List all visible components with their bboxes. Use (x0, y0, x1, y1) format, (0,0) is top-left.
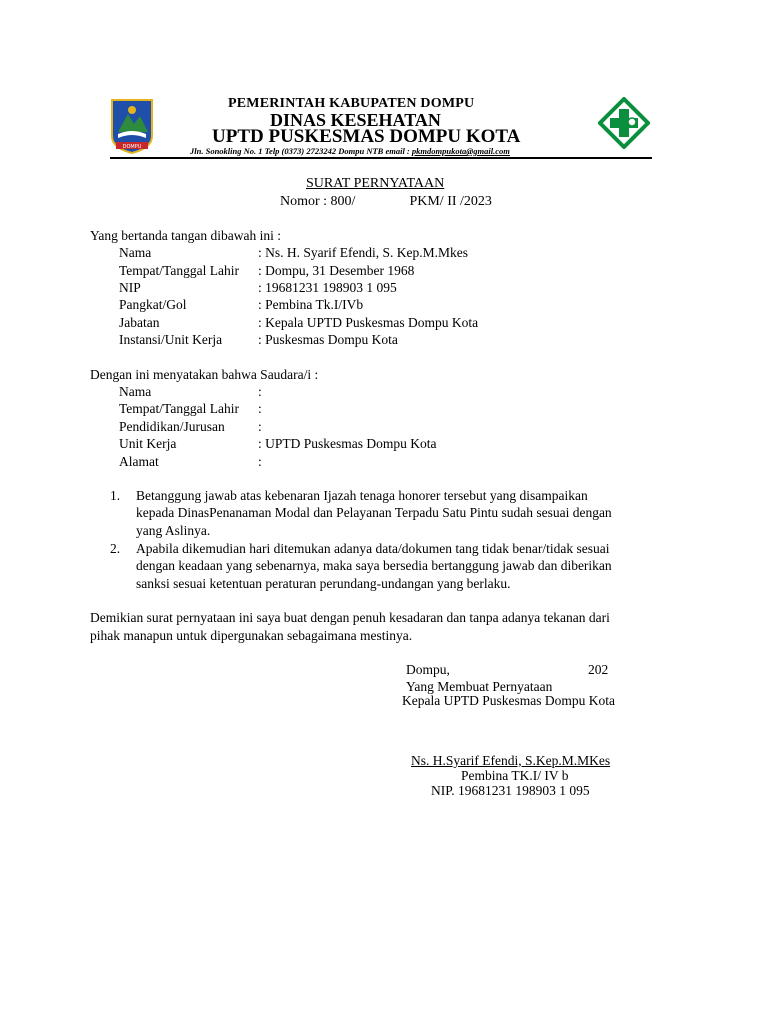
statement-line: sanksi sesuai ketentuan peraturan perundang-undangan yang berlaku. (136, 576, 511, 591)
closing-line: Demikian surat pernyataan ini saya buat dengan penuh kesadaran dan tanpa adanya tekanan dari (90, 610, 610, 625)
signature-year: 202 (588, 662, 609, 677)
subject-value: : (258, 454, 262, 469)
email-link[interactable]: pkmdompukota@gmail.com (411, 146, 510, 156)
letterhead-department: DINAS KESEHATAN (270, 110, 441, 130)
signature-name: Ns. H.Syarif Efendi, S.Kep.M.MKes (411, 753, 611, 768)
signer-value: : Puskesmas Dompu Kota (258, 332, 398, 347)
letterhead-address (190, 146, 510, 156)
signer-value: : Pembina Tk.I/IVb (258, 297, 364, 312)
subject-label: Tempat/Tanggal Lahir (119, 401, 239, 416)
statement-number: 2. (110, 541, 121, 556)
letterhead-unit: UPTD PUSKESMAS DOMPU KOTA (212, 126, 521, 147)
signer-label: Jabatan (119, 315, 160, 330)
signer-label: Nama (119, 245, 152, 260)
closing-line: pihak manapun untuk dipergunakan sebagaimana mestinya. (90, 628, 413, 643)
statement-line: Apabila dikemudian hari ditemukan adanya data/dokumen tang tidak benar/tidak sesuai (136, 541, 610, 556)
statement-number: 1. (110, 488, 121, 503)
subject-value: : UPTD Puskesmas Dompu Kota (258, 436, 437, 451)
subject-label: Nama (119, 384, 152, 399)
subject-value: : (258, 401, 262, 416)
statement-line: dengan keadaan yang sebenarnya, maka saya bersedia bertanggung jawab dan diberikan (136, 558, 612, 573)
signature-maker: Yang Membuat Pernyataan (406, 679, 553, 694)
subject-label: Pendidikan/Jurusan (119, 419, 225, 434)
document-number (280, 194, 492, 210)
subject-value: : (258, 384, 262, 399)
document-title: SURAT PERNYATAAN (306, 176, 445, 191)
emblem-label: DOMPU (122, 144, 142, 150)
signer-value: : Ns. H. Syarif Efendi, S. Kep.M.Mkes (258, 245, 468, 260)
signer-value: : Dompu, 31 Desember 1968 (258, 263, 415, 278)
signature-position: Kepala UPTD Puskesmas Dompu Kota (402, 693, 615, 708)
letterhead-government: PEMERINTAH KABUPATEN DOMPU (228, 96, 475, 111)
declare-intro: Dengan ini menyatakan bahwa Saudara/i : (90, 367, 319, 382)
signature-nip: NIP. 19681231 198903 1 095 (431, 783, 590, 798)
statement-line: kepada DinasPenanaman Modal dan Pelayanan Terpadu Satu Pintu sudah sesuai dengan (136, 505, 612, 520)
statement-line: Betanggung jawab atas kebenaran Ijazah tenaga honorer tersebut yang disampaikan (136, 488, 588, 503)
statement-line: yang Aslinya. (136, 523, 211, 538)
signer-intro: Yang bertanda tangan dibawah ini : (90, 228, 281, 243)
signer-label: Pangkat/Gol (119, 297, 187, 312)
address-text: Jln. Sonokling No. 1 Telp (0373) 2723242 Dompu NTB email : (190, 146, 412, 156)
subject-value: : (258, 419, 262, 434)
nomor-right: PKM/ II /2023 (409, 194, 492, 209)
signer-value: : 19681231 198903 1 095 (258, 280, 397, 295)
signature-rank: Pembina TK.I/ IV b (461, 768, 569, 783)
letterhead-divider (110, 157, 652, 159)
dompu-regency-emblem-icon (110, 98, 154, 154)
subject-label: Unit Kerja (119, 436, 177, 451)
nomor-left: Nomor : 800/ (280, 194, 356, 209)
signer-value: : Kepala UPTD Puskesmas Dompu Kota (258, 315, 479, 330)
subject-label: Alamat (119, 454, 159, 469)
signer-label: Instansi/Unit Kerja (119, 332, 223, 347)
signer-label: Tempat/Tanggal Lahir (119, 263, 239, 278)
signature-place: Dompu, (406, 662, 450, 677)
signer-label: NIP (119, 280, 141, 295)
puskesmas-logo-icon (598, 97, 650, 149)
